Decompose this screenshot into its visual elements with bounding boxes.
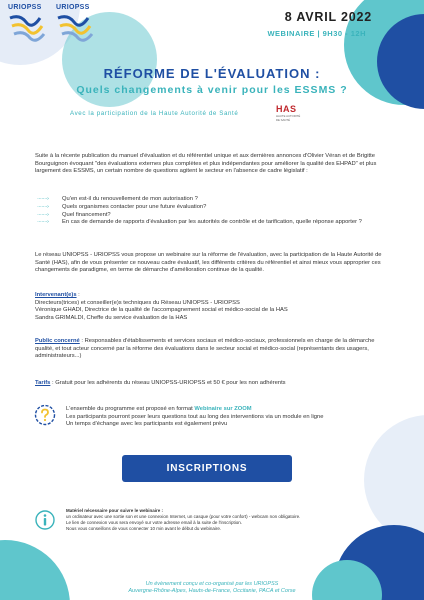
arrow-icon: ·······› (37, 196, 49, 202)
pricing-heading: Tarifs (35, 380, 51, 386)
arrow-icon: ·······› (37, 203, 49, 210)
audience-heading: Public concerné (35, 338, 80, 344)
speaker-line: Directeurs(trices) et conseiller(e)s techniques du Réseau UNIOPSS - URIOPSS (35, 299, 240, 306)
event-date: 8 AVRIL 2022 (284, 10, 372, 24)
speakers-section (35, 292, 389, 322)
intro-paragraph: Suite à la récente publication du manuel d'évaluation et du référentiel unique et aux dernières annonces d'Olivier Véran et de Brigitte Bourguignon évoquant "des évaluations externes plus complètes et plus indépendantes pour améliorer la qualité des EHPAD" et plus largement des ESSMS, un certain nombre de questions agitent le secteur en l'absence de cadre législatif : (35, 153, 377, 175)
equipment-heading: Matériel nécessaire pour suivre le webinaire : (66, 508, 164, 513)
speakers-colon: : (76, 292, 80, 298)
zoom-line2: Les participants pourront poser leurs questions tout au long des interventions via un module en ligne (66, 413, 324, 420)
question-text: Quel financement? (62, 211, 111, 218)
page-title: RÉFORME DE L'ÉVALUATION : (103, 66, 321, 81)
zoom-info (66, 406, 386, 429)
event-time: WEBINAIRE | 9H30 - 12H (267, 29, 366, 38)
question-text: Qu'en est-il du renouvellement de mon autorisation ? (62, 196, 198, 202)
question-text: En cas de demande de rapports d'évaluation par les autorités de contrôle et de tarification, quelle réponse apporter ? (62, 219, 362, 226)
webinar-description: Le réseau UNIOPSS - URIOPSS vous propose un webinaire sur la réforme de l'évaluation, avec la participation de la Haute Autorité de Santé (HAS), afin de vous présenter ce nouveau cadre évaluatif, les différents critères du référentiel et ainsi mieux vous approprier ces changements de paradigme, en terme de démarche d'amélioration continue de la qualité. (35, 252, 382, 274)
logo-text: URIOPSS (56, 4, 90, 11)
zoom-format: Webinaire sur ZOOM (194, 406, 252, 412)
speaker-line: Sandra GRIMALDI, Cheffe du service évaluation de la HAS (35, 314, 188, 321)
uriopss-logo (8, 4, 54, 44)
footer (0, 581, 424, 595)
has-participation-line: Avec la participation de la Haute Autorité de Santé (70, 110, 239, 117)
arrow-icon: ·······› (37, 211, 49, 218)
equipment-line: Le lien de connexion vous sera envoyé sur votre adresse email à la suite de l'inscription. (66, 520, 242, 525)
info-icon (35, 510, 55, 530)
uriopss-wave-icon (56, 12, 102, 44)
question-icon (34, 404, 56, 426)
list-item (37, 196, 391, 204)
audience-text: : Responsables d'établissements et services sociaux et médico-sociaux, professionnels en charge de la démarche qualité, et tout acteur concerné par la réforme des évaluations dans le secteur social et médico-social (représentants des usagers, administrateurs...) (35, 338, 375, 360)
pricing-section (35, 380, 389, 388)
footer-line2: Auvergne-Rhône-Alpes, Hauts-de-France, Occitanie, PACA et Corse (128, 588, 296, 594)
list-item (37, 219, 391, 235)
arrow-icon: ·······› (37, 219, 49, 226)
footer-line1: Un évènement conçu et co-organisé par les URIOPSS (145, 581, 279, 587)
zoom-line1: L'ensemble du programme est proposé en format (66, 406, 195, 412)
question-text: Quels organismes contacter pour une future évaluation? (62, 203, 207, 210)
logo-text: URIOPSS (8, 4, 42, 11)
inscriptions-button[interactable]: INSCRIPTIONS (122, 455, 292, 482)
has-logo-sub: HAUTE AUTORITÉ DE SANTÉ (276, 114, 301, 122)
list-item (37, 212, 391, 220)
uriopss-logo (56, 4, 102, 44)
zoom-line3: Un temps d'échange avec les participants est également prévu (66, 421, 228, 428)
uriopss-wave-icon (8, 12, 54, 44)
equipment-line: Nous vous conseillons de vous connecter 10 min avant le début du webinaire. (66, 526, 222, 531)
pricing-text: : Gratuit pour les adhérents du réseau UNIOPSS-URIOPSS et 50 € pour les non adhérents (50, 380, 286, 386)
page-subtitle: Quels changements à venir pour les ESSMS ? (76, 84, 348, 96)
has-logo (276, 104, 304, 120)
has-logo-mark: HAS (276, 104, 297, 114)
equipment-line: un ordinateur avec une sortie son et une connexion Internet, un casque (pour votre confort) - webcam non obligatoire. (66, 514, 301, 519)
speakers-heading: Intervenant(e)s (35, 292, 77, 298)
speaker-line: Véronique GHADI, Directrice de la qualité de l'accompagnement social et médico-social de la HAS (35, 307, 288, 314)
audience-section (35, 338, 389, 361)
questions-list (37, 196, 391, 235)
list-item (37, 204, 391, 212)
equipment-info (66, 508, 366, 532)
